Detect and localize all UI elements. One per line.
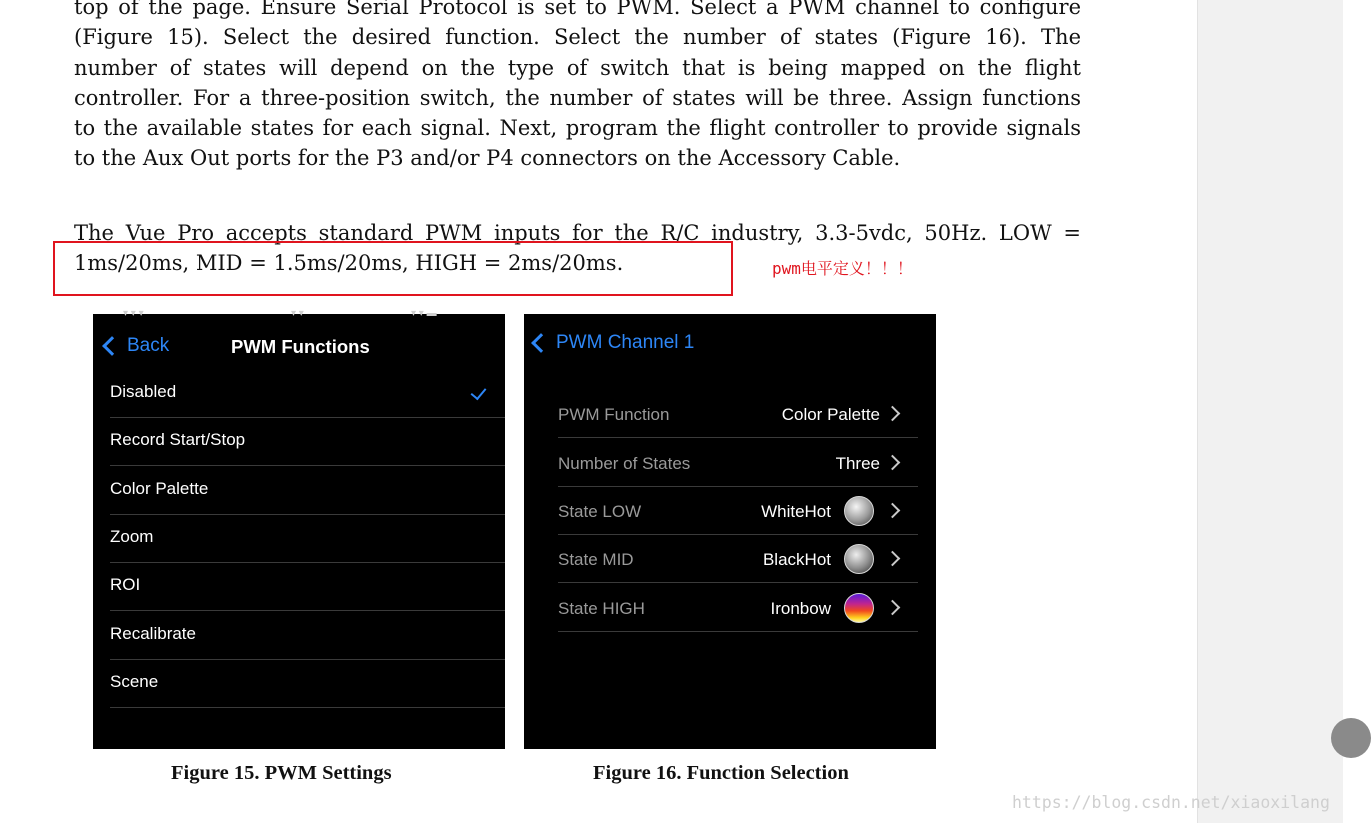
black-hot-swatch-icon: [844, 544, 874, 574]
white-hot-swatch-icon: [844, 496, 874, 526]
viewer-margin: [1197, 0, 1343, 823]
setting-row-number-of-states[interactable]: [558, 439, 918, 487]
list-item-label: ROI: [110, 575, 141, 594]
setting-value: Ironbow: [770, 599, 831, 618]
pwm-functions-screenshot: [93, 308, 505, 749]
list-item-scene[interactable]: [110, 660, 505, 708]
ironbow-swatch-icon: [844, 593, 874, 623]
chevron-left-icon: [102, 336, 122, 356]
paragraph-serial-protocol: [74, 0, 1081, 174]
function-selection-screenshot: [524, 314, 936, 749]
setting-label: Number of States: [558, 454, 691, 473]
setting-value: WhiteHot: [761, 502, 831, 521]
list-item-label: Disabled: [110, 382, 177, 401]
setting-label: State MID: [558, 550, 634, 569]
list-item-label: Recalibrate: [110, 624, 196, 643]
setting-value: Three: [835, 454, 880, 473]
figure-15-caption: Figure 15. PWM Settings: [171, 762, 392, 784]
status-bar: [93, 308, 505, 320]
text-line: number of states will depend on the type of switch that is being mapped on the flight: [74, 55, 1081, 80]
checkmark-icon: [471, 384, 487, 401]
list-item-label: Record Start/Stop: [110, 430, 246, 449]
annotation-note: pwm电平定义！！！: [772, 259, 913, 278]
back-button[interactable]: [101, 335, 169, 357]
text-line: 1ms/20ms, MID = 1.5ms/20ms, HIGH = 2ms/20ms.: [74, 251, 624, 276]
list-item-color-palette[interactable]: [110, 467, 505, 515]
watermark: https://blog.csdn.net/xiaoxilang: [1012, 793, 1330, 812]
chevron-right-icon: [885, 503, 901, 519]
setting-value: BlackHot: [762, 550, 831, 569]
list-item-label: Scene: [110, 672, 159, 691]
setting-row-state-low[interactable]: [558, 487, 918, 535]
list-item-recalibrate[interactable]: [110, 612, 505, 660]
status-bar-fragment: ▾ ▾: [291, 308, 304, 319]
back-label: PWM Channel 1: [556, 332, 695, 353]
back-label: Back: [127, 335, 170, 356]
status-bar-fragment: ▾ ▾ ▬: [411, 308, 437, 319]
chevron-right-icon: [885, 406, 901, 422]
chevron-right-icon: [885, 455, 901, 471]
figure-16-caption: Figure 16. Function Selection: [593, 762, 849, 784]
list-item-record[interactable]: [110, 418, 505, 466]
list-item-disabled[interactable]: [110, 370, 505, 418]
setting-label: State LOW: [558, 502, 642, 521]
text-line: The Vue Pro accepts standard PWM inputs for the R/C industry, 3.3-5vdc, 50Hz. LOW =: [74, 221, 1081, 245]
text-line: (Figure 15). Select the desired function. Select the number of states (Figure 16). The: [74, 25, 1081, 50]
setting-row-state-high[interactable]: [558, 584, 918, 632]
list-item-label: Color Palette: [110, 479, 209, 498]
text-line: to the available states for each signal. Next, program the flight controller to provide signals: [74, 116, 1081, 141]
text-line: controller. For a three-position switch, the number of states will be three. Assign functions: [74, 85, 1081, 110]
setting-row-pwm-function[interactable]: [558, 390, 918, 438]
status-bar-fragment: ▾ ▾ ▾: [123, 308, 144, 319]
setting-label: PWM Function: [558, 405, 670, 424]
setting-value: Color Palette: [781, 405, 880, 424]
chevron-right-icon: [885, 600, 901, 616]
text-line: to the Aux Out ports for the P3 and/or P4 connectors on the Accessory Cable.: [74, 146, 901, 171]
highlight-box: [53, 241, 733, 296]
chevron-right-icon: [885, 551, 901, 567]
setting-row-state-mid[interactable]: [558, 535, 918, 583]
scroll-handle[interactable]: [1331, 718, 1371, 758]
nav-title: PWM Functions: [231, 336, 370, 357]
back-button[interactable]: [530, 332, 694, 354]
list-item-zoom[interactable]: [110, 515, 505, 563]
list-item-label: Zoom: [110, 527, 154, 546]
list-item-roi[interactable]: [110, 563, 505, 611]
chevron-left-icon: [531, 333, 551, 353]
setting-label: State HIGH: [558, 599, 645, 618]
text-line: top of the page. Ensure Serial Protocol is set to PWM. Select a PWM channel to configure: [74, 0, 1081, 19]
